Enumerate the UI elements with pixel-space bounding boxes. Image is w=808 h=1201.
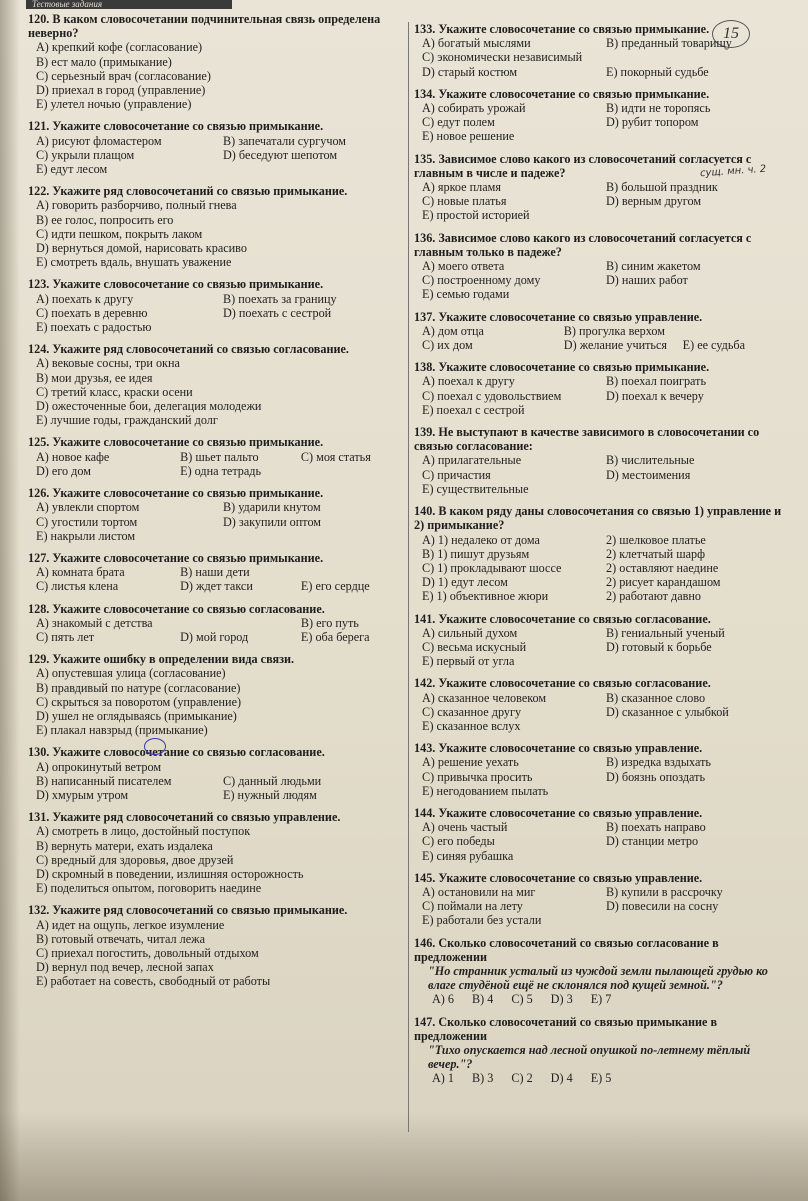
answer-option: С) пять лет xyxy=(36,629,95,644)
answer-option: В) правдивый по натуре (согласование) xyxy=(36,680,241,695)
answer-option: С) поехал с удовольствием xyxy=(422,388,562,403)
answer-option: D) поехал к вечеру xyxy=(606,388,704,403)
answer-option: С) скрыться за поворотом (управление) xyxy=(36,694,242,709)
answer-option: В) поехать за границу xyxy=(223,291,337,306)
answer-option: 2) работают давно xyxy=(606,589,702,604)
answer-option: В) мои друзья, ее идея xyxy=(36,370,153,385)
question-block xyxy=(414,310,786,353)
answer-option: Е) негодованием пылать xyxy=(422,783,549,798)
question-title: 134. Укажите словосочетание со связью примыкание. xyxy=(414,86,710,101)
answer-options xyxy=(28,918,406,989)
question-title: 124. Укажите ряд словосочетаний со связью согласование. xyxy=(28,342,349,357)
answer-options xyxy=(414,755,786,798)
answer-option: D) скромный в поведении, излишняя осторожность xyxy=(36,866,304,881)
answer-option: В) гениальный ученый xyxy=(606,625,725,640)
question-title: 131. Укажите ряд словосочетаний со связью управление. xyxy=(28,810,341,825)
answer-option: В) 3 xyxy=(472,1071,494,1086)
question-block xyxy=(414,806,786,863)
question-title: 127. Укажите словосочетание со связью примыкание. xyxy=(28,550,324,565)
answer-option: Е) 1) объективное жюри xyxy=(422,589,549,604)
question-title: 122. Укажите ряд словосочетаний со связью примыкание. xyxy=(28,184,348,199)
answer-option: Е) сказанное вслух xyxy=(422,718,521,733)
answer-option: В) поехал поиграть xyxy=(606,374,707,389)
answer-option: А) смотреть в лицо, достойный поступок xyxy=(36,824,251,839)
answer-options xyxy=(414,885,786,928)
answer-option xyxy=(301,565,406,579)
answer-option: В) сказанное слово xyxy=(606,690,706,705)
answer-option: А) 1 xyxy=(432,1071,455,1086)
answer-options xyxy=(28,292,406,335)
answer-option: В) запечатали сургучом xyxy=(223,133,347,148)
answer-option: В) наши дети xyxy=(180,565,250,580)
question-block xyxy=(414,871,786,928)
answer-options xyxy=(414,36,786,79)
answer-option: А) собирать урожай xyxy=(422,101,526,116)
answer-option: А) решение уехать xyxy=(422,755,519,770)
answer-option: D) приехал в город (управление) xyxy=(36,83,206,98)
answer-option: С) 5 xyxy=(511,992,533,1007)
question-title: 133. Укажите словосочетание со связью примыкание. xyxy=(414,22,710,36)
question-sentence: "Тихо опускается над лесной опушкой по-летнему тёплый вечер."? xyxy=(428,1043,751,1072)
answer-options xyxy=(28,616,406,644)
question-title: 123. Укажите словосочетание со связью примыкание. xyxy=(28,277,324,292)
answer-option: В) купили в рассрочку xyxy=(606,884,723,899)
answer-options xyxy=(414,453,786,496)
page-shadow-bottom xyxy=(0,1111,808,1201)
answer-option: Е) одна тетрадь xyxy=(180,463,262,478)
answer-option: В) 1) пишут друзьям xyxy=(422,546,530,561)
question-block xyxy=(414,612,786,669)
column-divider xyxy=(408,22,409,1132)
question-block xyxy=(28,652,406,737)
question-title: 129. Укажите ошибку в определении вида связи. xyxy=(28,652,295,667)
answer-option: С) причастия xyxy=(422,467,491,482)
answer-option: D) верным другом xyxy=(606,194,702,209)
answer-option: D) старый костюм xyxy=(422,64,518,79)
question-title: 144. Укажите словосочетание со связью управление. xyxy=(414,805,703,820)
left-column xyxy=(28,12,406,997)
answer-option: А) 6 xyxy=(432,992,455,1007)
answer-options xyxy=(28,450,406,478)
answer-option: Е) поехал с сестрой xyxy=(422,402,525,417)
answer-options xyxy=(28,40,406,111)
question-block xyxy=(28,12,406,111)
answer-option: С) приехал погостить, довольный отдыхом xyxy=(36,945,259,960)
right-column xyxy=(414,22,786,1094)
answer-option: D) желание учиться xyxy=(563,338,668,353)
question-title: 138. Укажите словосочетание со связью примыкание. xyxy=(414,360,710,375)
answer-options xyxy=(28,760,406,803)
answer-option: D) наших работ xyxy=(606,273,688,288)
answer-option: D) ушел не оглядываясь (примыкание) xyxy=(36,708,237,723)
answer-option: Е) 5 xyxy=(590,1071,612,1086)
answer-option: С) третий класс, краски осени xyxy=(36,384,193,399)
answer-option: D) станции метро xyxy=(606,834,699,849)
page-shadow-left xyxy=(0,0,20,1201)
answer-option: В) ее голос, попросить его xyxy=(36,212,174,227)
answer-option: D) 1) едут лесом xyxy=(422,575,508,590)
answer-option: 2) шелковое платье xyxy=(606,532,706,547)
answer-option: В) идти не торопясь xyxy=(606,101,711,116)
answer-options xyxy=(414,533,786,604)
answer-options xyxy=(414,101,786,144)
question-block xyxy=(414,360,786,417)
question-title: 132. Укажите ряд словосочетаний со связью примыкание. xyxy=(28,903,348,918)
answer-option: А) яркое пламя xyxy=(422,180,501,195)
answer-option: С) едут полем xyxy=(422,115,495,130)
question-block xyxy=(28,810,406,895)
answer-option xyxy=(606,50,786,64)
answer-option: С) их дом xyxy=(422,338,473,353)
answer-option: D) местоимения xyxy=(606,467,691,482)
question-block xyxy=(414,425,786,496)
question-block xyxy=(28,745,406,802)
answer-option xyxy=(223,760,406,774)
handwritten-note: сущ. мн. ч. 2 xyxy=(699,163,767,180)
answer-option: В) преданный товарищу xyxy=(606,36,732,51)
question-block xyxy=(28,435,406,478)
answer-option: А) новое кафе xyxy=(36,449,110,464)
answer-option: А) вековые сосны, три окна xyxy=(36,356,180,371)
answer-option: А) поехал к другу xyxy=(422,374,515,389)
answer-options xyxy=(414,626,786,669)
answer-option: А) сказанное человеком xyxy=(422,690,547,705)
answer-option: D) сказанное с улыбкой xyxy=(606,704,729,719)
answer-option: 2) клетчатый шарф xyxy=(606,546,706,561)
answer-option: Е) смотреть вдаль, внушать уважение xyxy=(36,255,232,270)
question-block xyxy=(414,936,786,1007)
answer-options xyxy=(414,691,786,734)
answer-option: А) комната брата xyxy=(36,565,125,580)
question-title: 146. Сколько словосочетаний со связью согласование в предложении xyxy=(414,935,719,964)
answer-option: В) большой праздник xyxy=(606,180,718,195)
answer-option: В) ест мало (примыкание) xyxy=(36,54,172,69)
answer-option: А) знакомый с детства xyxy=(36,615,153,630)
answer-option: Е) синяя рубашка xyxy=(422,848,514,863)
answer-options xyxy=(28,134,406,177)
question-title: 126. Укажите словосочетание со связью примыкание. xyxy=(28,486,324,501)
answer-option: С) весьма искусный xyxy=(422,639,527,654)
answer-option: С) 1) прокладывают шоссе xyxy=(422,560,562,575)
question-title: 147. Сколько словосочетаний со связью примыкание в предложении xyxy=(414,1014,718,1043)
answer-option: Е) поделиться опытом, поговорить наедине xyxy=(36,881,262,896)
question-block xyxy=(28,184,406,269)
answer-options xyxy=(414,374,786,417)
answer-option: В) поехать направо xyxy=(606,820,706,835)
answer-option: С) поехать в деревню xyxy=(36,305,148,320)
answer-option: Е) покорный судьбе xyxy=(606,64,709,79)
answer-option: D) 4 xyxy=(550,1071,573,1086)
answer-options xyxy=(28,824,406,895)
answer-option: С) моя статья xyxy=(300,449,371,464)
question-title: 125. Укажите словосочетание со связью примыкание. xyxy=(28,435,324,450)
question-block xyxy=(414,22,786,79)
answer-option: D) готовый к борьбе xyxy=(606,639,712,654)
answer-option: А) говорить разборчиво, полный гнева xyxy=(36,198,237,213)
question-block xyxy=(414,676,786,733)
answer-option: Е) новое решение xyxy=(422,129,515,144)
question-title: 128. Укажите словосочетание со связью согласование. xyxy=(28,601,325,616)
answer-option: Е) его сердце xyxy=(300,579,370,594)
question-title: 140. В каком ряду даны словосочетания со связью 1) управление и 2) примыкание? xyxy=(414,504,782,533)
answer-option: А) остановили на миг xyxy=(422,884,536,899)
question-block xyxy=(414,1015,786,1086)
question-title: 145. Укажите словосочетание со связью управление. xyxy=(414,870,703,885)
answer-option: D) 3 xyxy=(550,992,573,1007)
answer-option xyxy=(180,616,297,630)
answer-option: Е) нужный людям xyxy=(223,787,317,802)
answer-option: 2) оставляют наедине xyxy=(606,560,719,575)
answer-option: А) 1) недалеко от дома xyxy=(422,532,540,547)
question-block xyxy=(414,87,786,144)
answer-option: Е) работает на совесть, свободный от работы xyxy=(36,974,271,989)
answer-options xyxy=(28,500,406,543)
answer-option: С) идти пешком, покрыть лаком xyxy=(36,226,203,241)
question-title: 142. Укажите словосочетание со связью согласование. xyxy=(414,676,711,691)
answer-option: В) шьет пальто xyxy=(180,449,259,464)
answer-option: D) повесили на сосну xyxy=(606,899,719,914)
answer-option: D) мой город xyxy=(180,629,249,644)
question-title: 130. Укажите словосочетание со связью согласование. xyxy=(28,745,325,760)
answer-option: Е) накрыли листом xyxy=(36,528,136,543)
answer-option: С) привычка просить xyxy=(422,769,533,784)
answer-option: А) сильный духом xyxy=(422,625,518,640)
answer-option: А) увлекли спортом xyxy=(36,500,140,515)
question-title: 139. Не выступают в качестве зависимого в словосочетании со связью согласование: xyxy=(414,425,760,454)
question-title: 120. В каком словосочетании подчинительная связь определена неверно? xyxy=(28,12,381,41)
answer-option: В) изредка вздыхать xyxy=(606,755,711,770)
answer-option: С) экономически независимый xyxy=(422,50,583,65)
answer-option: Е) плакал навзрыд (примыкание) xyxy=(36,723,208,738)
question-block xyxy=(28,551,406,594)
question-block xyxy=(414,504,786,603)
answer-options xyxy=(414,992,786,1006)
answer-option: Е) 7 xyxy=(590,992,612,1007)
answer-option: Е) существительные xyxy=(422,481,529,496)
answer-options xyxy=(28,356,406,427)
running-header: Тестовые задания xyxy=(26,0,232,9)
answer-option: А) рисуют фломастером xyxy=(36,133,162,148)
answer-option: D) ожесточенные бои, делегация молодежи xyxy=(36,399,262,414)
question-sentence: "Но странник усталый из чуждой земли пылающей грудью ко влаге студёной ещё не склонялся под кущей земной."? xyxy=(428,963,768,993)
answer-option: С) новые платья xyxy=(422,194,507,209)
question-title: 141. Укажите словосочетание со связью согласование. xyxy=(414,611,711,626)
question-block xyxy=(28,602,406,645)
answer-option: С) поймали на лету xyxy=(422,899,523,914)
answer-option: D) его дом xyxy=(36,463,91,478)
answer-option: В) его путь xyxy=(300,615,359,630)
answer-option: D) ждет такси xyxy=(180,579,253,594)
answer-option: А) дом отца xyxy=(422,323,484,338)
answer-option: С) серьезный врач (согласование) xyxy=(36,68,211,83)
pen-circle-mark xyxy=(144,738,166,755)
answer-option: Е) лучшие годы, гражданский долг xyxy=(36,413,218,428)
answer-option: С) его победы xyxy=(422,834,495,849)
answer-option: В) готовый отвечать, читал лежа xyxy=(36,931,205,946)
question-block xyxy=(414,152,786,223)
answer-options xyxy=(28,565,406,593)
answer-option: Е) первый от угла xyxy=(422,654,515,669)
answer-option: А) богатый мыслями xyxy=(422,36,531,51)
question-block xyxy=(28,119,406,176)
answer-options xyxy=(414,820,786,863)
answer-option: Е) работали без устали xyxy=(422,913,542,928)
answer-options xyxy=(414,259,786,302)
answer-option: В) 4 xyxy=(472,992,494,1007)
answer-option: D) рубит топором xyxy=(606,115,699,130)
answer-option: А) идет на ощупь, легкое изумление xyxy=(36,917,225,932)
answer-option: В) прогулка верхом xyxy=(563,323,665,338)
question-title: 135. Зависимое слово какого из словосочетаний согласуется с главным в числе и падеже? xyxy=(414,151,752,180)
answer-option: D) закупили оптом xyxy=(223,514,322,529)
answer-option: D) беседуют шепотом xyxy=(223,147,338,162)
answer-option: Е) оба берега xyxy=(300,629,370,644)
question-title: 121. Укажите словосочетание со связью примыкание. xyxy=(28,119,324,134)
answer-option: С) вредный для здоровья, двое друзей xyxy=(36,852,234,867)
question-block xyxy=(28,277,406,334)
answer-option: D) вернуться домой, нарисовать красиво xyxy=(36,241,247,256)
question-title: 137. Укажите словосочетание со связью управление. xyxy=(414,309,703,324)
answer-option: 2) рисует карандашом xyxy=(606,575,721,590)
question-block xyxy=(414,741,786,798)
question-block xyxy=(414,231,786,302)
answer-option: С) листья клена xyxy=(36,579,119,594)
answer-option: А) крепкий кофе (согласование) xyxy=(36,40,203,55)
answer-option: Е) простой историей xyxy=(422,208,530,223)
answer-option: С) данный людьми xyxy=(223,773,322,788)
answer-option: Е) семью годами xyxy=(422,287,510,302)
answer-options xyxy=(414,1071,786,1085)
answer-option: Е) поехать с радостью xyxy=(36,320,152,335)
answer-option: С) угостили тортом xyxy=(36,514,138,529)
question-block xyxy=(28,486,406,543)
question-block xyxy=(28,903,406,988)
answer-option: А) моего ответа xyxy=(422,259,505,274)
answer-options xyxy=(28,666,406,737)
answer-option: В) написанный писателем xyxy=(36,773,172,788)
answer-option xyxy=(683,324,786,338)
answer-option: D) вернул под вечер, лесной запах xyxy=(36,960,214,975)
answer-option: А) опрокинутый ветром xyxy=(36,759,162,774)
answer-option: В) ударили кнутом xyxy=(223,500,321,515)
answer-option: А) опустевшая улица (согласование) xyxy=(36,666,226,681)
answer-option: В) вернуть матери, ехать издалека xyxy=(36,838,213,853)
answer-option: А) очень частый xyxy=(422,820,508,835)
answer-option: Е) едут лесом xyxy=(36,162,108,177)
answer-option: А) прилагательные xyxy=(422,453,522,468)
answer-options xyxy=(414,324,786,352)
answer-option: D) поехать с сестрой xyxy=(223,305,332,320)
answer-option: С) сказанное другу xyxy=(422,704,522,719)
answer-option: D) хмурым утром xyxy=(36,787,129,802)
page-number: 15 xyxy=(712,20,750,48)
answer-option: А) поехать к другу xyxy=(36,291,134,306)
answer-option: С) 2 xyxy=(511,1071,533,1086)
question-block xyxy=(28,342,406,427)
answer-option: С) укрыли плащом xyxy=(36,147,135,162)
question-title: 136. Зависимое слово какого из словосочетаний согласуется с главным только в падеже? xyxy=(414,230,752,259)
answer-option: С) построенному дому xyxy=(422,273,541,288)
answer-options xyxy=(414,180,786,223)
answer-option: Е) ее судьба xyxy=(682,338,745,353)
answer-options xyxy=(28,198,406,269)
answer-option: Е) улетел ночью (управление) xyxy=(36,97,192,112)
question-title: 143. Укажите словосочетание со связью управление. xyxy=(414,741,703,756)
answer-option: D) боязнь опоздать xyxy=(606,769,705,784)
answer-option: В) числительные xyxy=(606,453,695,468)
answer-option: В) синим жакетом xyxy=(606,259,701,274)
